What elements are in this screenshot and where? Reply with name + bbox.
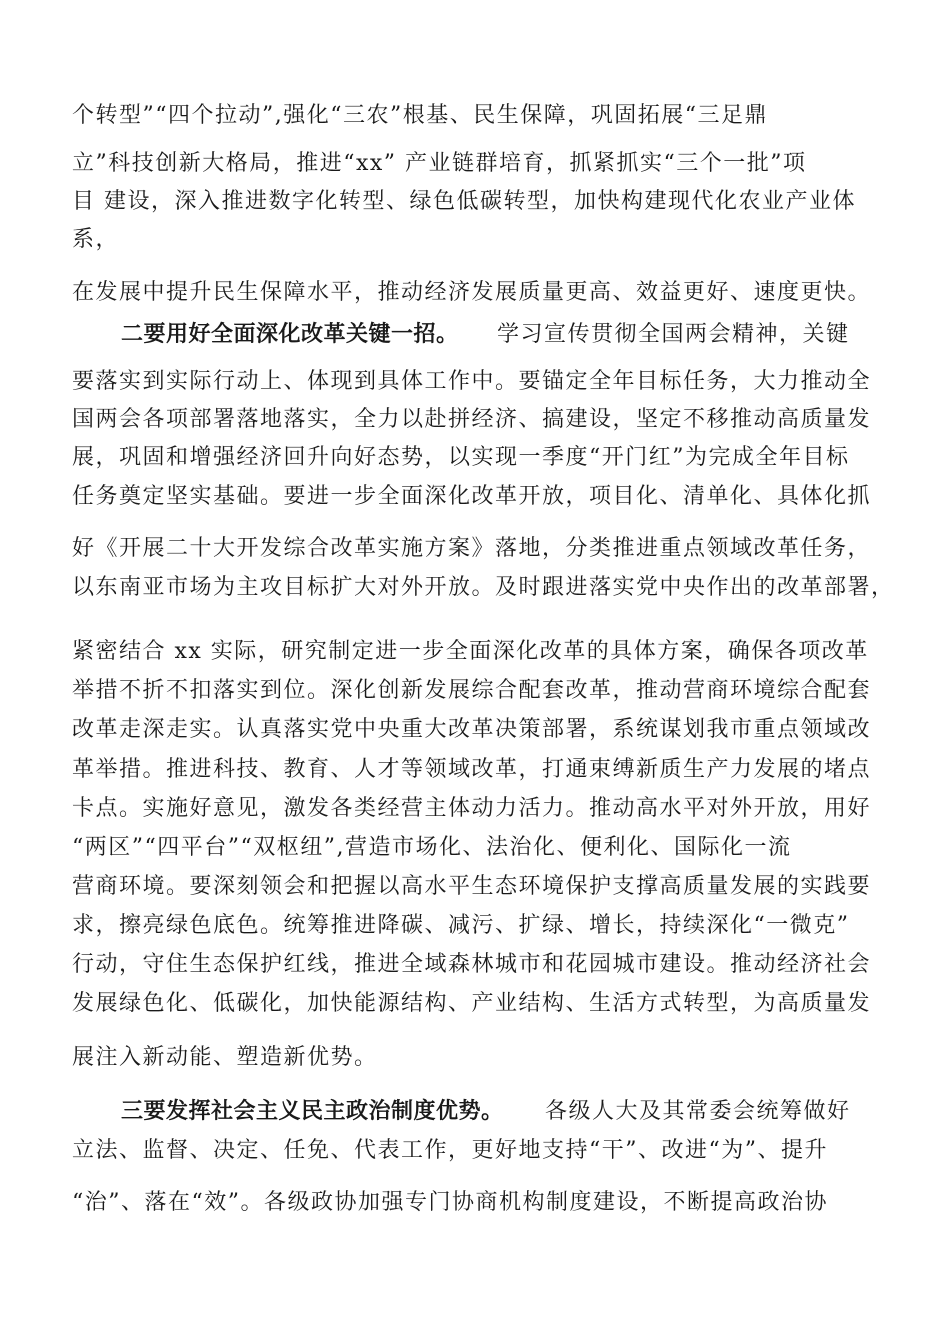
body-line: 革举措。推进科技、教育、人才等领域改革，打通束缚新质生产力发展的堵点 <box>72 757 872 782</box>
body-line: 改革走深走实。认真落实党中央重大改革决策部署，系统谋划我市重点领域改 <box>72 717 872 742</box>
body-line: 营商环境。要深刻领会和把握以高水平生态环境保护支撑高质量发展的实践要 <box>72 874 872 899</box>
body-line: 好《开展二十大开发综合改革实施方案》落地，分类推进重点领域改革任务， <box>72 536 872 561</box>
body-line: 发展绿色化、低碳化，加快能源结构、产业结构、生活方式转型，为高质量发 <box>72 991 872 1016</box>
body-line: 目 建设，深入推进数字化转型、绿色低碳转型，加快构建现代化农业产业体 <box>72 189 856 214</box>
body-line: 立”科技创新大格局，推进“xx” 产业链群培育，抓紧抓实“三个一批”项 <box>72 151 807 176</box>
section-heading-2: 二要用好全面深化改革关键一招。 <box>121 322 459 347</box>
body-line: 求，擦亮绿色底色。统筹推进降碳、减污、扩绿、增长，持续深化“一微克” <box>72 913 850 938</box>
body-line: 立法、监督、决定、任免、代表工作，更好地支持“干”、改进“为”、提升 <box>72 1138 828 1163</box>
body-line: 国两会各项部署落地落实，全力以赴拼经济、搞建设，坚定不移推动高质量发 <box>72 407 872 432</box>
body-line: 任务奠定坚实基础。要进一步全面深化改革开放，项目化、清单化、具体化抓 <box>72 484 872 509</box>
body-line: “治”、落在“效”。各级政协加强专门协商机构制度建设，不断提高政治协 <box>72 1190 828 1215</box>
body-line: 在发展中提升民生保障水平，推动经济发展质量更高、效益更好、速度更快。 <box>72 280 872 305</box>
body-line: 展，巩固和增强经济回升向好态势，以实现一季度“开门红”为完成全年目标 <box>72 445 850 470</box>
body-line: 行动，守住生态保护红线，推进全域森林城市和花园城市建设。推动经济社会 <box>72 952 872 977</box>
body-line: 个转型”“四个拉动”,强化“三农”根基、民生保障，巩固拓展“三足鼎 <box>72 103 768 128</box>
body-line: 要落实到实际行动上、体现到具体工作中。要锚定全年目标任务，大力推动全 <box>72 369 872 394</box>
body-line: 紧密结合 xx 实际，研究制定进一步全面深化改革的具体方案，确保各项改革 <box>72 639 869 664</box>
body-line: 举措不折不扣落实到位。深化创新发展综合配套改革，推动营商环境综合配套 <box>72 678 872 703</box>
body-line: “两区”“四平台”“双枢纽”,营造市场化、法治化、便利化、国际化一流 <box>72 835 792 860</box>
body-line: 学习宣传贯彻全国两会精神，关键 <box>497 322 850 347</box>
body-line: 以东南亚市场为主攻目标扩大对外开放。及时跟进落实党中央作出的改革部署， <box>72 575 895 600</box>
body-line: 各级人大及其常委会统筹做好 <box>545 1099 851 1124</box>
body-line: 卡点。实施好意见，激发各类经营主体动力活力。推动高水平对外开放，用好 <box>72 796 872 821</box>
body-line: 展注入新动能、塑造新优势。 <box>72 1045 378 1070</box>
section-heading-3: 三要发挥社会主义民主政治制度优势。 <box>121 1099 504 1124</box>
body-line: 系， <box>72 227 120 252</box>
